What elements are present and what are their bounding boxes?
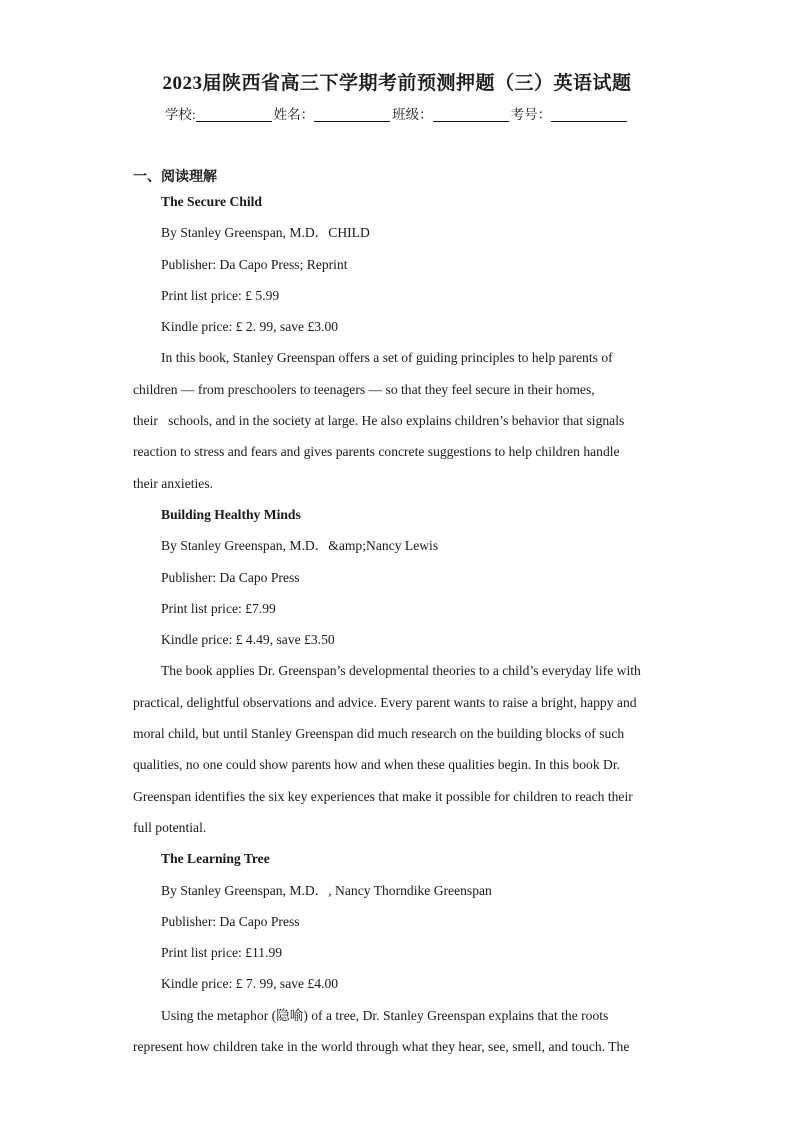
class-label: 班级：: [392, 107, 433, 122]
book-kindle-price: Kindle price: £ 7. 99, save £4.00: [161, 976, 339, 992]
reading-passage: [133, 186, 663, 1062]
number-label: 考号：: [510, 107, 552, 122]
book-title: The Learning Tree: [161, 851, 270, 867]
book-desc-line: Using the metaphor (隐喻) of a tree, Dr. Stanley Greenspan explains that the roots: [161, 1007, 609, 1023]
school-blank: [196, 107, 272, 122]
book-desc-line: their anxieties.: [133, 475, 214, 491]
book-kindle-price: Kindle price: £ 2. 99, save £3.00: [161, 319, 339, 335]
book-desc-line: Greenspan identifies the six key experiences that make it possible for children to reach their: [133, 788, 633, 804]
book-desc-line: their schools, and in the society at large. He also explains children’s behavior that signals: [133, 413, 625, 429]
book-print-price: Print list price: £ 5.99: [161, 287, 280, 303]
book-publisher: Publisher: Da Capo Press: [161, 569, 300, 585]
book-desc-line: In this book, Stanley Greenspan offers a set of guiding principles to help parents of: [161, 350, 613, 366]
book-print-price: Print list price: £7.99: [161, 600, 276, 616]
book-desc-line: qualities, no one could show parents how and when these qualities begin. In this book Dr.: [133, 757, 621, 773]
book-desc-line: practical, delightful observations and advice. Every parent wants to raise a bright, happy and: [133, 694, 637, 710]
book-desc-line: represent how children take in the world through what they hear, see, smell, and touch. The: [133, 1039, 630, 1055]
book-desc-line: reaction to stress and fears and gives parents concrete suggestions to help children handle: [133, 444, 620, 460]
book-desc-line: children — from preschoolers to teenagers — so that they feel secure in their homes,: [133, 381, 595, 397]
book-desc-line: The book applies Dr. Greenspan’s developmental theories to a child’s everyday life with: [161, 663, 641, 679]
name-blank: [314, 107, 390, 122]
book-publisher: Publisher: Da Capo Press: [161, 913, 300, 929]
book-author: By Stanley Greenspan, M.D．&amp;Nancy Lewis: [161, 538, 439, 554]
book-desc-line: full potential.: [133, 819, 207, 835]
name-label: 姓名：: [273, 107, 315, 122]
book-author: By Stanley Greenspan, M.D．, Nancy Thorndike Greenspan: [161, 882, 492, 898]
book-author: By Stanley Greenspan, M.D．CHILD: [161, 225, 370, 241]
section-heading: 一、阅读理解: [133, 170, 217, 185]
book-desc-line: moral child, but until Stanley Greenspan did much research on the building blocks of such: [133, 726, 625, 742]
student-info-line: [0, 103, 794, 123]
page-title: 2023届陕西省高三下学期考前预测押题（三）英语试题: [162, 73, 632, 94]
book-title: Building Healthy Minds: [161, 506, 301, 522]
book-kindle-price: Kindle price: £ 4.49, save £3.50: [161, 632, 335, 648]
school-label: 学校:: [164, 107, 196, 122]
number-blank: [551, 107, 627, 122]
book-publisher: Publisher: Da Capo Press; Reprint: [161, 256, 348, 272]
book-title: The Secure Child: [161, 194, 262, 209]
book-print-price: Print list price: £11.99: [161, 945, 283, 961]
class-blank: [433, 107, 509, 122]
